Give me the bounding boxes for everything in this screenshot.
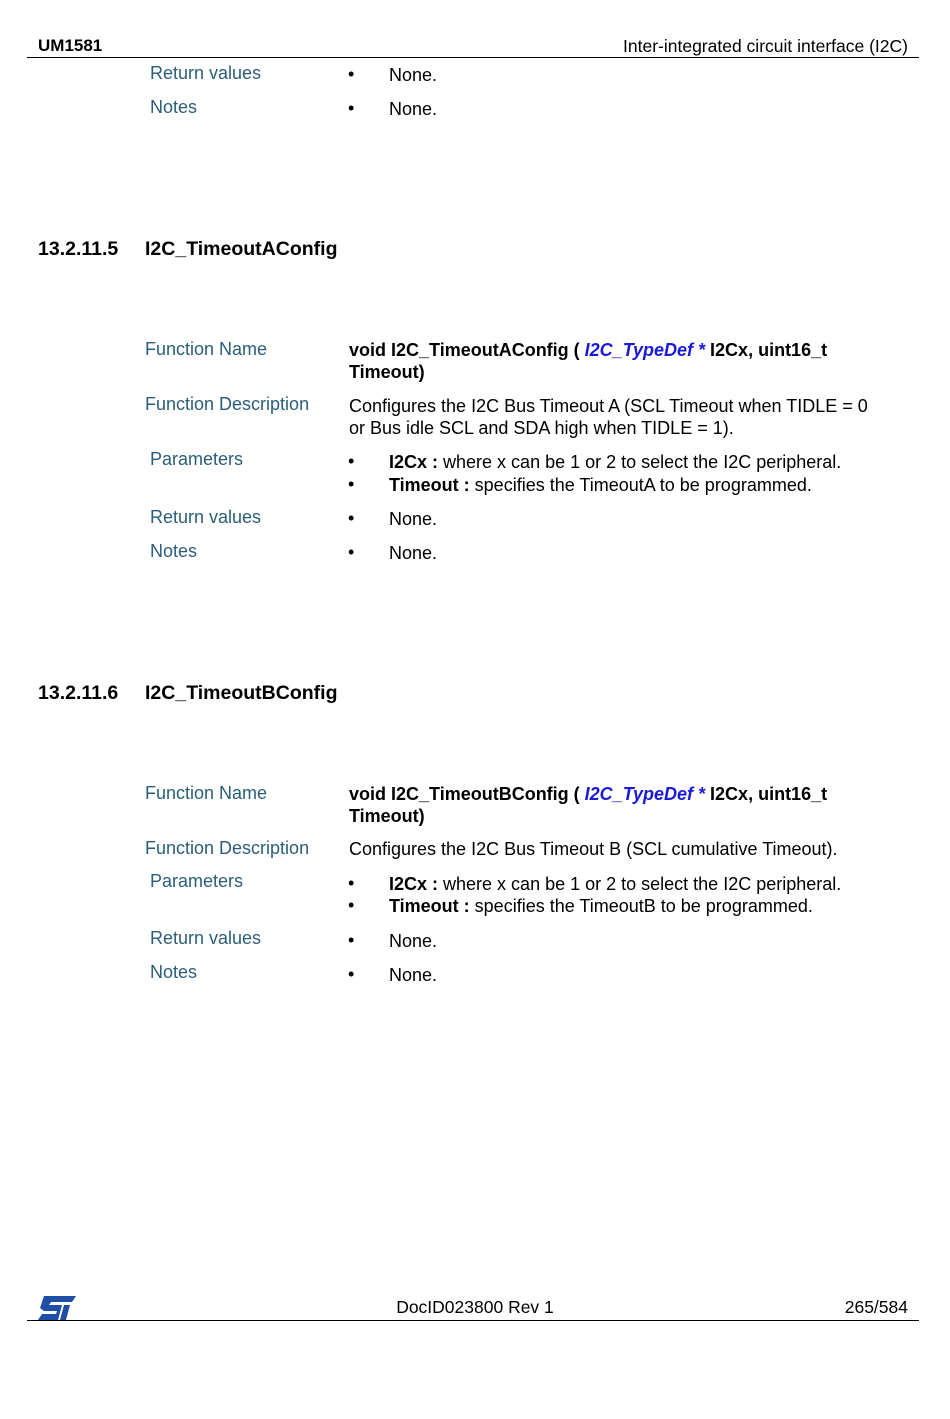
return-values-label: Return values [150,63,262,83]
parameter-description: specifies the TimeoutA to be programmed. [469,475,812,495]
footer-rule [27,1320,919,1321]
function-description [349,395,919,439]
doc-id-header: UM1581 [38,36,103,55]
bullet: • [348,451,355,471]
function-prefix: void I2C_TimeoutAConfig ( [349,340,585,360]
bullet: • [348,98,355,118]
type-link[interactable]: I2C_TypeDef * [584,784,706,804]
function-description-label: Function Description [145,394,310,414]
function-signature-line2: Timeout) [349,806,425,826]
function-description-label: Function Description [145,838,310,858]
description-line: Configures the I2C Bus Timeout A (SCL Timeout when TIDLE = 0 [349,396,868,416]
function-suffix: I2Cx, uint16_t [705,340,828,360]
return-values-value: None. [389,509,438,529]
function-signature [349,339,909,383]
function-signature-line2: Timeout) [349,362,425,382]
return-values-label: Return values [150,507,262,527]
parameter-description: where x can be 1 or 2 to select the I2C peripheral. [438,874,842,894]
header-rule [27,57,919,58]
parameters-label: Parameters [150,871,244,891]
parameter-name: I2Cx : [389,452,439,472]
section-title: I2C_TimeoutAConfig [145,238,338,260]
bullet: • [348,474,355,494]
notes-label: Notes [150,962,198,982]
parameter-item [389,474,812,496]
return-values-label: Return values [150,928,262,948]
bullet: • [348,964,355,984]
bullet: • [348,64,355,84]
footer-doc-id: DocID023800 Rev 1 [396,1297,554,1317]
type-link[interactable]: I2C_TypeDef * [584,340,706,360]
function-name-label: Function Name [145,783,268,803]
parameter-item [389,895,813,917]
notes-value: None. [389,99,438,119]
parameters-label: Parameters [150,449,244,469]
parameter-name: Timeout : [389,475,470,495]
notes-label: Notes [150,541,198,561]
function-description [349,838,919,860]
parameter-item [389,873,841,895]
parameter-name: I2Cx : [389,874,439,894]
description-line: or Bus idle SCL and SDA high when TIDLE = 1). [349,418,734,438]
function-name-label: Function Name [145,339,268,359]
notes-value: None. [389,543,438,563]
chapter-title-header: Inter-integrated circuit interface (I2C) [623,36,908,56]
return-values-value: None. [389,65,438,85]
bullet: • [348,508,355,528]
notes-label: Notes [150,97,198,117]
section-heading [38,238,337,261]
section-heading [38,682,337,705]
parameter-description: where x can be 1 or 2 to select the I2C peripheral. [438,452,842,472]
parameter-item [389,451,841,473]
function-signature [349,783,909,827]
bullet: • [348,895,355,915]
bullet: • [348,930,355,950]
bullet: • [348,873,355,893]
section-number: 13.2.11.6 [38,682,119,704]
page-number: 265/584 [844,1297,908,1317]
return-values-value: None. [389,931,438,951]
description-line: Configures the I2C Bus Timeout B (SCL cumulative Timeout). [349,839,838,859]
notes-value: None. [389,965,438,985]
section-number: 13.2.11.5 [38,238,119,260]
function-prefix: void I2C_TimeoutBConfig ( [349,784,585,804]
section-title: I2C_TimeoutBConfig [145,682,338,704]
bullet: • [348,542,355,562]
function-suffix: I2Cx, uint16_t [705,784,828,804]
parameter-name: Timeout : [389,896,470,916]
parameter-description: specifies the TimeoutB to be programmed. [469,896,813,916]
